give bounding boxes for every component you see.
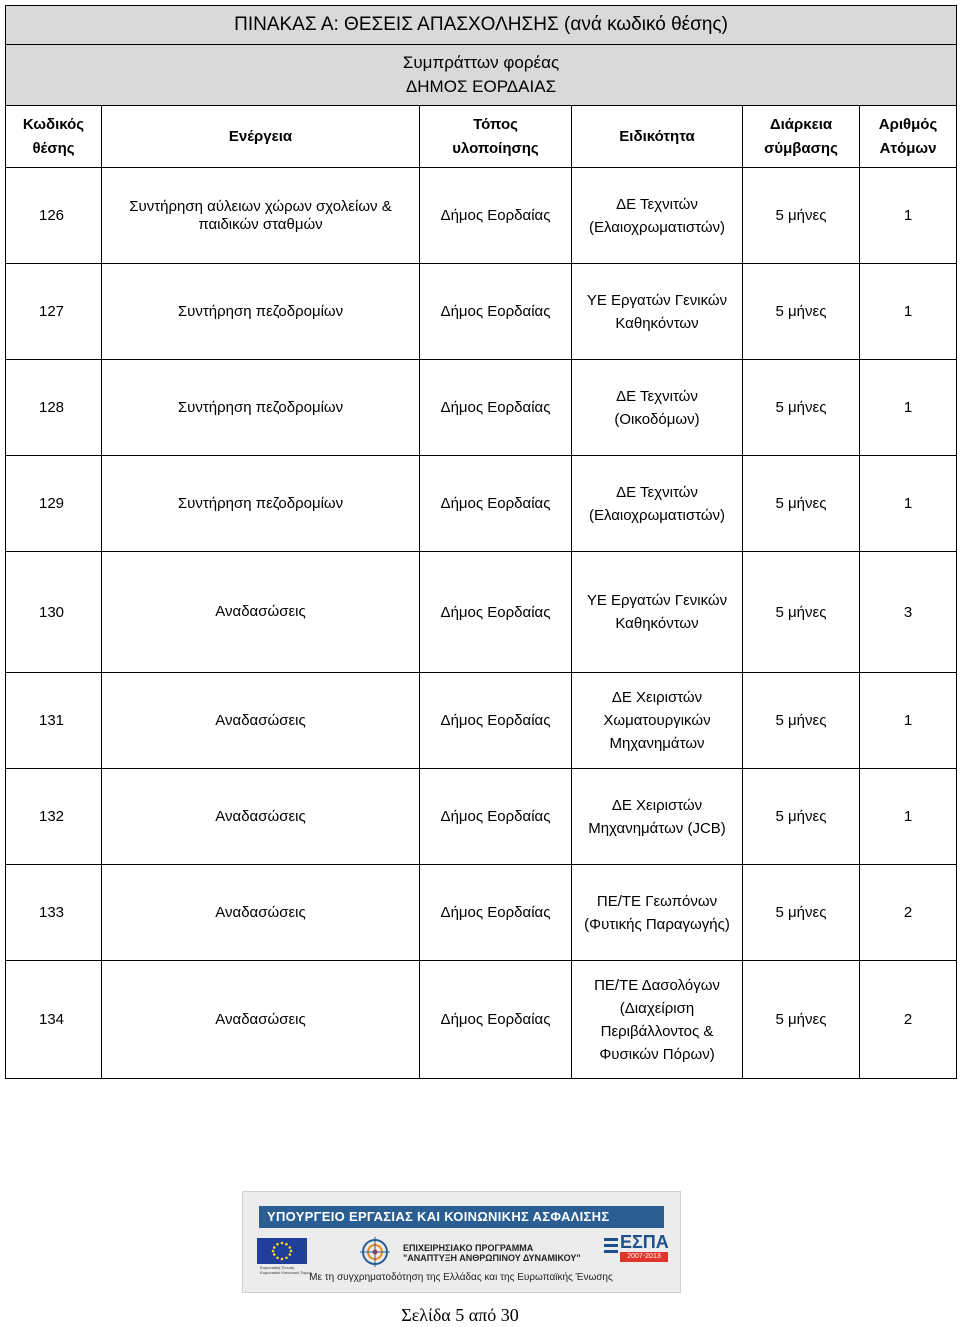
cell-place: Δήμος Εορδαίας <box>420 360 572 456</box>
cell-action <box>102 552 420 673</box>
cell-code: 131 <box>6 673 102 769</box>
cell-action <box>102 456 420 552</box>
cell-duration: 5 μήνες <box>743 360 860 456</box>
specialty-line: (Ελαιοχρωματιστών) <box>588 506 726 524</box>
specialty-line: ΔΕ Τεχνιτών <box>616 483 698 501</box>
specialty-line: ΥΕ Εργατών Γενικών <box>586 291 728 309</box>
action-line: Συντήρηση πεζοδρομίων <box>177 302 344 320</box>
table-row <box>6 360 957 456</box>
specialty-line: (Φυτικής Παραγωγής) <box>584 915 730 933</box>
header-place <box>420 106 572 168</box>
table-row <box>6 865 957 961</box>
cell-code: 127 <box>6 264 102 360</box>
cell-specialty <box>572 961 743 1079</box>
cell-specialty <box>572 168 743 264</box>
header-place-line1: Τόπος <box>473 115 518 133</box>
operational-programme-label <box>403 1243 581 1263</box>
specialty-line: ΔΕ Χειριστών <box>611 796 703 814</box>
header-duration-line2: σύμβασης <box>764 139 838 157</box>
ministry-bar: ΥΠΟΥΡΓΕΙΟ ΕΡΓΑΣΙΑΣ ΚΑΙ ΚΟΙΝΩΝΙΚΗΣ ΑΣΦΑΛΙΣΗΣ <box>259 1206 664 1228</box>
banner-logos <box>257 1232 669 1275</box>
cell-duration: 5 μήνες <box>743 673 860 769</box>
cell-duration: 5 μήνες <box>743 264 860 360</box>
cell-count: 1 <box>860 264 957 360</box>
table-title: ΠΙΝΑΚΑΣ Α: ΘΕΣΕΙΣ ΑΠΑΣΧΟΛΗΣΗΣ (ανά κωδικό θέσης) <box>6 6 957 45</box>
header-code-line2: θέσης <box>32 139 75 157</box>
cofunding-banner <box>242 1191 681 1293</box>
table-row <box>6 456 957 552</box>
header-count-line1: Αριθμός <box>878 115 938 133</box>
cell-place: Δήμος Εορδαίας <box>420 264 572 360</box>
espa-logo-text: ΕΣΠΑ <box>620 1232 669 1252</box>
cell-count: 3 <box>860 552 957 673</box>
cell-specialty <box>572 456 743 552</box>
cell-specialty <box>572 360 743 456</box>
cell-code: 132 <box>6 769 102 865</box>
header-action: Ενέργεια <box>102 106 420 168</box>
cell-place: Δήμος Εορδαίας <box>420 865 572 961</box>
cell-specialty <box>572 552 743 673</box>
cell-count: 2 <box>860 865 957 961</box>
cell-place: Δήμος Εορδαίας <box>420 552 572 673</box>
cell-place: Δήμος Εορδαίας <box>420 673 572 769</box>
action-line: Συντήρηση αύλειων χώρων σχολείων & <box>129 197 392 215</box>
action-line: Αναδασώσεις <box>215 1010 306 1028</box>
cell-duration: 5 μήνες <box>743 456 860 552</box>
action-line: Συντήρηση πεζοδρομίων <box>177 398 344 416</box>
cell-count: 1 <box>860 360 957 456</box>
positions-table <box>5 5 957 1079</box>
header-specialty: Ειδικότητα <box>572 106 743 168</box>
table-header-row <box>6 106 957 168</box>
table-subtitle <box>6 45 957 106</box>
specialty-line: Φυσικών Πόρων) <box>599 1045 715 1063</box>
cell-code: 128 <box>6 360 102 456</box>
table-subtitle-row <box>6 45 957 106</box>
table-row <box>6 552 957 673</box>
cell-place: Δήμος Εορδαίας <box>420 456 572 552</box>
table-title-row <box>6 6 957 45</box>
table-row <box>6 769 957 865</box>
action-line: Αναδασώσεις <box>215 603 306 620</box>
eu-label-line2: Ευρωπαϊκό Κοινωνικό Ταμείο <box>260 1270 312 1275</box>
eu-label-line1: Ευρωπαϊκή Ένωση <box>260 1265 295 1270</box>
espa-years: 2007-2013 <box>620 1252 668 1262</box>
op-label-line1: ΕΠΙΧΕΙΡΗΣΙΑΚΟ ΠΡΟΓΡΑΜΜΑ <box>403 1243 534 1253</box>
cell-action <box>102 961 420 1079</box>
specialty-line: ΠΕ/ΤΕ Δασολόγων <box>594 976 720 994</box>
specialty-line: ΔΕ Τεχνιτών <box>616 387 698 405</box>
header-code-line1: Κωδικός <box>22 115 85 133</box>
specialty-line: (Οικοδόμων) <box>614 410 700 428</box>
cell-duration: 5 μήνες <box>743 961 860 1079</box>
specialty-line: ΠΕ/ΤΕ Γεωπόνων <box>596 892 718 910</box>
cell-action <box>102 264 420 360</box>
specialty-line: ΥΕ Εργατών Γενικών <box>586 592 728 609</box>
action-line: Αναδασώσεις <box>215 711 306 729</box>
cell-code: 133 <box>6 865 102 961</box>
cell-count: 1 <box>860 456 957 552</box>
cell-count: 1 <box>860 769 957 865</box>
specialty-line: ΔΕ Χειριστών <box>611 689 703 706</box>
header-count <box>860 106 957 168</box>
cell-place: Δήμος Εορδαίας <box>420 961 572 1079</box>
operational-programme-logo-icon <box>352 1236 398 1268</box>
cell-place: Δήμος Εορδαίας <box>420 168 572 264</box>
table-row <box>6 961 957 1079</box>
table-row <box>6 673 957 769</box>
subtitle-municipality: ΔΗΜΟΣ ΕΟΡΔΑΙΑΣ <box>405 77 557 96</box>
cell-code: 130 <box>6 552 102 673</box>
cell-action <box>102 865 420 961</box>
specialty-line: ΔΕ Τεχνιτών <box>616 195 698 213</box>
header-place-line2: υλοποίησης <box>452 139 539 157</box>
specialty-line: (Ελαιοχρωματιστών) <box>588 218 726 236</box>
cell-action <box>102 673 420 769</box>
specialty-line: Μηχανημάτων <box>609 735 705 752</box>
specialty-line: Περιβάλλοντος & <box>600 1022 714 1040</box>
espa-stripes-icon <box>602 1236 620 1256</box>
cell-specialty <box>572 865 743 961</box>
cell-specialty <box>572 673 743 769</box>
cell-count: 1 <box>860 168 957 264</box>
specialty-line: Καθηκόντων <box>615 314 699 332</box>
page-number: Σελίδα 5 από 30 <box>401 1305 519 1325</box>
table-row <box>6 168 957 264</box>
header-count-line2: Ατόμων <box>879 139 937 157</box>
cell-place: Δήμος Εορδαίας <box>420 769 572 865</box>
cell-count: 2 <box>860 961 957 1079</box>
eu-flag-icon <box>257 1238 307 1264</box>
cofunding-text: Με τη συγχρηματοδότηση της Ελλάδας και της Ευρωπαϊκής Ένωσης <box>309 1272 613 1283</box>
cell-code: 126 <box>6 168 102 264</box>
cell-specialty <box>572 264 743 360</box>
specialty-line: (Διαχείριση <box>619 999 695 1017</box>
cell-duration: 5 μήνες <box>743 552 860 673</box>
action-line: παιδικών σταθμών <box>198 215 323 233</box>
action-line: Αναδασώσεις <box>215 807 306 825</box>
cell-action <box>102 360 420 456</box>
cell-duration: 5 μήνες <box>743 168 860 264</box>
table-row <box>6 264 957 360</box>
header-duration-line1: Διάρκεια <box>769 115 833 133</box>
cell-action <box>102 168 420 264</box>
cell-action <box>102 769 420 865</box>
header-duration <box>743 106 860 168</box>
cell-code: 129 <box>6 456 102 552</box>
cell-duration: 5 μήνες <box>743 769 860 865</box>
specialty-line: Μηχανημάτων (JCB) <box>588 819 726 837</box>
positions-table-body <box>6 6 957 1079</box>
specialty-line: Καθηκόντων <box>615 615 699 632</box>
op-label-line2: "ΑΝΑΠΤΥΞΗ ΑΝΘΡΩΠΙΝΟΥ ΔΥΝΑΜΙΚΟΥ" <box>403 1253 581 1263</box>
subtitle-partner-label: Συμπράττων φορέας <box>402 53 560 72</box>
action-line: Αναδασώσεις <box>215 903 306 921</box>
header-code <box>6 106 102 168</box>
cell-count: 1 <box>860 673 957 769</box>
action-line: Συντήρηση πεζοδρομίων <box>177 494 344 512</box>
cell-specialty <box>572 769 743 865</box>
cell-duration: 5 μήνες <box>743 865 860 961</box>
specialty-line: Χωματουργικών <box>603 712 711 729</box>
cell-code: 134 <box>6 961 102 1079</box>
